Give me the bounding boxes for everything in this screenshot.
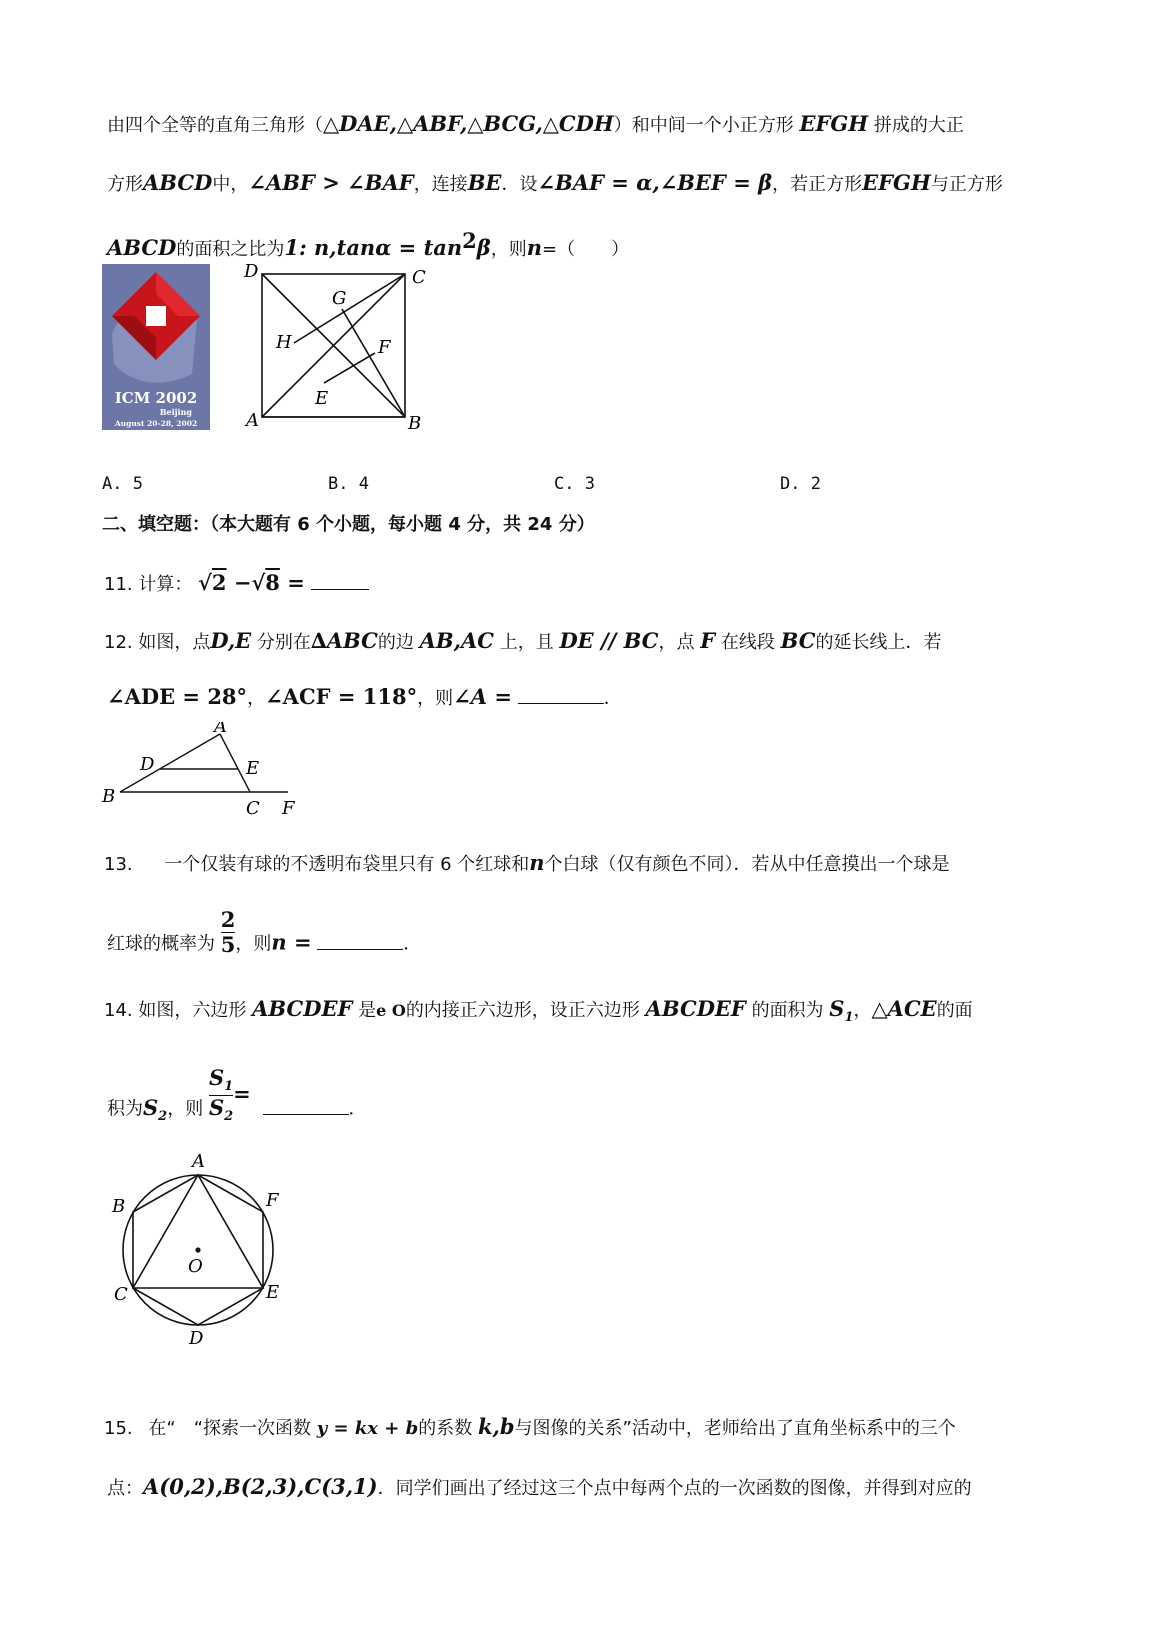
q12-text: 如图，点 — [138, 632, 211, 653]
q13-n: n — [529, 850, 545, 875]
q14-s2: $S_2$ — [143, 1094, 168, 1124]
q12-angle-acf: ∠ACF = 118° — [265, 684, 418, 709]
q11-text: 计算： — [138, 574, 193, 595]
q14-text: 如图，六边形 — [138, 1000, 247, 1021]
q14-number: 14. — [104, 1000, 133, 1021]
q15-line-2 — [107, 1476, 972, 1498]
option-b[interactable]: B. 4 — [328, 474, 369, 494]
q12-text: 的边 — [377, 632, 414, 653]
q10-n: n — [526, 235, 543, 260]
label-D: D — [244, 262, 259, 282]
option-d[interactable]: D. 2 — [780, 474, 821, 494]
logo-date: August 20-28, 2002 — [114, 419, 198, 428]
q13-line-1 — [104, 852, 950, 874]
q14-hexagon: ABCDEF — [252, 996, 353, 1021]
label-E: E — [266, 1282, 280, 1303]
q12-text: ， — [247, 688, 266, 709]
label-C: C — [114, 1284, 128, 1305]
q12-abac: AB,AC — [419, 628, 494, 653]
q12-text: ，点 — [658, 632, 695, 653]
q15-text: 点： — [107, 1478, 143, 1499]
sqrt-2: √2 — [198, 570, 227, 595]
q10-text: 由四个全等的直角三角形（ — [107, 115, 323, 136]
q10-answer-paren: =（ ） — [542, 239, 630, 260]
q10-text: ，则 — [490, 239, 527, 260]
q10-ratio-expr: 1: n,tanα = tan — [284, 235, 463, 260]
label-A: A — [246, 410, 259, 431]
q11-eq: = — [279, 570, 305, 595]
q12-text: 在线段 — [720, 632, 775, 653]
q10-efgh: EFGH — [862, 170, 931, 195]
fraction-s1-s2: $\frac{S_1}{S_2}$ — [208, 1065, 234, 1125]
q10-text: 拼成的大正 — [873, 115, 964, 136]
q12-line-1 — [104, 630, 941, 652]
triangle-abc-diagram — [100, 722, 310, 822]
label-E: E — [246, 758, 260, 779]
q12-text: 上，且 — [499, 632, 554, 653]
q10-text: 中， — [212, 174, 249, 195]
q13-n: n — [271, 929, 287, 955]
q14-circle-o: e O — [376, 1001, 406, 1020]
q12-text: ，则 — [417, 688, 454, 709]
logo-city: Beijing — [159, 407, 192, 417]
q10-text: 的面积之比为 — [176, 239, 285, 260]
q13-answer-blank[interactable] — [317, 948, 403, 950]
label-B: B — [112, 1196, 126, 1217]
q12-f: F — [700, 628, 716, 653]
label-C: C — [412, 267, 426, 288]
q13-text: ，则 — [235, 933, 272, 955]
option-c[interactable]: C. 3 — [554, 474, 595, 494]
q10-text: 与正方形 — [930, 174, 1003, 195]
q15-number: 15. — [104, 1418, 133, 1439]
sqrt-8: √8 — [251, 570, 280, 595]
q14-text: 的内接正六边形，设正六边形 — [405, 1000, 640, 1021]
q12-parallel: DE // BC — [559, 628, 659, 653]
q11 — [104, 572, 369, 594]
q10-line-3 — [107, 230, 629, 259]
q15-function: y = kx + b — [316, 1418, 419, 1439]
q14-text: ． — [348, 1098, 367, 1120]
q10-be: BE — [467, 170, 502, 195]
q13-text: 红球的概率为 — [107, 933, 215, 955]
q15-points: A(0,2),B(2,3),C(3,1) — [143, 1474, 378, 1499]
q15-text: 在“ “探索一次函数 — [148, 1418, 312, 1439]
q10-triangles: △DAE,△ABF,△BCG,△CDH — [323, 111, 614, 136]
q14-text: 积为 — [107, 1098, 143, 1120]
q10-text: ，连接 — [413, 174, 468, 195]
square-abcd-diagram — [238, 262, 438, 434]
label-F: F — [282, 798, 295, 819]
section-2-header: 二、填空题：（本大题有 6 个小题，每小题 4 分，共 24 分） — [102, 514, 595, 535]
label-O: O — [188, 1256, 203, 1277]
q10-inequality: ∠ABF > ∠BAF — [248, 170, 414, 195]
q10-text: ．设 — [501, 174, 538, 195]
label-F: F — [378, 337, 391, 358]
label-G: G — [332, 288, 347, 309]
label-F: F — [266, 1190, 279, 1211]
q14-text: ， — [853, 1000, 872, 1021]
q15-text: 与图像的关系”活动中，老师给出了直角坐标系中的三个 — [514, 1418, 956, 1439]
q10-angles: ∠BAF = α,∠BEF = β — [537, 170, 773, 195]
q14-triangle-ace: △ACE — [871, 996, 937, 1021]
label-A: A — [192, 1151, 205, 1172]
q14-text: 的面积为 — [751, 1000, 824, 1021]
option-a[interactable]: A. 5 — [102, 474, 143, 494]
q12-text: 的延长线上．若 — [815, 632, 942, 653]
q12-angle-a: ∠A — [453, 684, 488, 709]
q14-answer-blank[interactable] — [263, 1113, 349, 1115]
q10-exponent: 2 — [462, 228, 477, 253]
icm-2002-logo — [102, 264, 210, 430]
label-E: E — [315, 388, 329, 409]
q12-number: 12. — [104, 632, 133, 653]
q12-bc: BC — [780, 628, 816, 653]
q14-line-1 — [104, 998, 973, 1024]
q15-text: 的系数 — [418, 1418, 473, 1439]
fraction-2-5: $\frac{2}{5}$ — [220, 907, 236, 958]
q11-number: 11. — [104, 574, 133, 595]
label-H: H — [276, 332, 292, 353]
q12-triangle: ∆ABC — [310, 628, 378, 653]
q15-text: ．同学们画出了经过这三个点中每两个点的一次函数的图像，并得到对应的 — [377, 1478, 972, 1499]
label-C: C — [246, 798, 260, 819]
q10-line-2 — [107, 172, 1003, 194]
label-D: D — [140, 754, 155, 775]
q14-hexagon: ABCDEF — [645, 996, 746, 1021]
q14-text: ，则 — [167, 1098, 204, 1120]
q12-angle-ade: ∠ADE = 28° — [107, 684, 248, 709]
logo-title: ICM 2002 — [114, 389, 198, 407]
label-B: B — [408, 413, 422, 434]
label-B: B — [102, 786, 116, 807]
q10-abcd: ABCD — [107, 235, 177, 260]
q15-kb: k,b — [477, 1414, 515, 1439]
label-A: A — [214, 722, 227, 737]
q10-text: 方形 — [107, 174, 143, 195]
q12-text: ． — [603, 688, 622, 709]
q10-abcd: ABCD — [143, 170, 213, 195]
q12-line-2 — [107, 686, 622, 708]
q10-line-1 — [107, 113, 964, 135]
q15-line-1 — [104, 1416, 956, 1438]
q13-eq: = — [286, 929, 312, 955]
q13-line-2 — [107, 907, 422, 969]
q10-beta: β — [476, 235, 491, 260]
q12-de: D,E — [210, 628, 252, 653]
q14-text: 的面 — [936, 1000, 973, 1021]
q10-text: ）和中间一个小正方形 — [613, 115, 794, 136]
q12-text: 分别在 — [256, 632, 311, 653]
q14-line-2 — [107, 1065, 367, 1139]
q13-text: ． — [403, 933, 422, 955]
q11-answer-blank[interactable] — [311, 588, 369, 590]
label-D: D — [189, 1328, 204, 1349]
q13-text: 一个仅装有球的不透明布袋里只有 6 个红球和 — [164, 854, 530, 875]
q14-text: 是 — [358, 1000, 377, 1021]
q13-text: 个白球（仅有颜色不同）．若从中任意摸出一个球是 — [544, 854, 950, 875]
q12-answer-blank[interactable] — [518, 702, 604, 704]
q10-text: ，若正方形 — [772, 174, 863, 195]
q13-number: 13. — [104, 854, 133, 875]
q14-s1: $S_1$ — [829, 996, 854, 1026]
q12-eq: = — [487, 684, 512, 709]
q14-eq: = — [233, 1080, 251, 1106]
hexagon-circle-diagram — [106, 1150, 306, 1350]
q10-efgh: EFGH — [799, 111, 869, 136]
q11-minus: − — [226, 570, 252, 595]
